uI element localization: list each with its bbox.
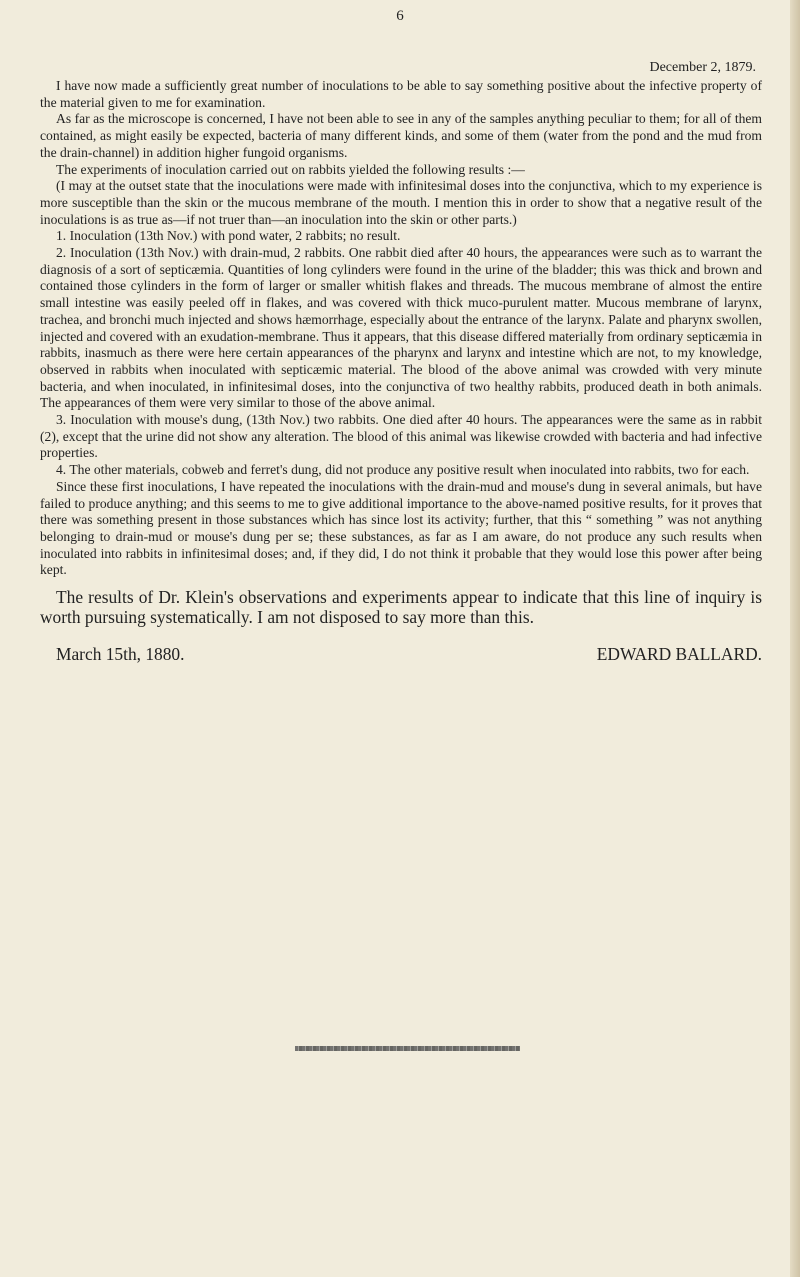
- page-edge: [790, 0, 800, 1277]
- paragraph-method-note: (I may at the outset state that the inoculations were made with infinitesimal doses into the conjunctiva, which to my experience is more susceptible than the skin or the mucous membrane of the mouth. I mention this in order to show that a negative result of the inoculations is as true as—if not truer than—an inoculation into the skin or other parts.): [40, 178, 762, 227]
- paragraph-intro: I have now made a sufficiently great number of inoculations to be able to say something positive about the infective property of the material given to me for examination.: [40, 78, 762, 110]
- paragraph-repeated-inoculations: Since these first inoculations, I have repeated the inoculations with the drain-mud and mouse's dung in several animals, but have failed to produce anything; and this seems to me to give additional importance to the above-named positive results, for it proves that there was something present in those substances which has since lost its activity; further, that this “ something ” was not anything belonging to drain-mud or mouse's dung per se; these substances, as far as I am aware, do not produce any such results when inoculated into rabbits in infinitesimal doses; and, if they did, I do not think it probable that they would lose this power after being kept.: [40, 478, 762, 578]
- conclusion-paragraph: The results of Dr. Klein's observations and experiments appear to indicate that this line of inquiry is worth pursuing systematically. I am not disposed to say more than this.: [40, 587, 762, 628]
- letter-date: December 2, 1879.: [649, 60, 756, 75]
- document-body: [40, 60, 762, 664]
- result-item-2: 2. Inoculation (13th Nov.) with drain-mud, 2 rabbits. One rabbit died after 40 hours, the appearances were such as to warrant the diagnosis of a sort of septicæmia. Quantities of long cylinders were found in the urine of the bladder; this was thick and brown and contained those cylinders in the form of larger or smaller whitish flakes and threads. The mucous membrane of almost the entire small intestine was easily peeled off in flakes, and was covered with thick muco-purulent matter. Mucous membrane of larynx, trachea, and bronchi much injected and shows hæmorrhage, especially about the entrance of the larynx. Palate and pharynx swollen, injected and covered with an exudation-membrane. Thus it appears, that this disease differed materially from ordinary septicæmia in rabbits, inasmuch as there were here certain appearances of the pharynx and larynx and intestine which are not, to my knowledge, observed in rabbits when inoculated with septicæmic material. The blood of the above animal was crowded with very minute bacteria, and when inoculated, in infinitesimal doses, into the conjunctiva of two healthy rabbits, produced death in both animals. The appearances of them were very similar to those of the above animal.: [40, 245, 762, 411]
- signature-name: EDWARD BALLARD.: [596, 644, 762, 665]
- paragraph-microscope: As far as the microscope is concerned, I have not been able to see in any of the samples anything peculiar to them; for all of them contained, as might easily be expected, bacteria of many different kinds, and some of them (water from the pond and the mud from the drain-channel) in addition higher fungoid organisms.: [40, 111, 762, 160]
- report-text: [40, 78, 762, 579]
- signature-date: March 15th, 1880.: [56, 644, 185, 665]
- decorative-rule: [295, 1046, 520, 1051]
- result-item-3: 3. Inoculation with mouse's dung, (13th Nov.) two rabbits. One died after 40 hours. The appearances were the same as in rabbit (2), except that the urine did not show any alteration. The blood of this animal was likewise crowded with bacteria and had infective properties.: [40, 412, 762, 461]
- result-item-1: 1. Inoculation (13th Nov.) with pond water, 2 rabbits; no result.: [56, 228, 401, 244]
- result-item-4: 4. The other materials, cobweb and ferret's dung, did not produce any positive result when inoculated into rabbits, two for each.: [56, 462, 750, 478]
- page-number: 6: [396, 8, 404, 24]
- signature-line: [40, 644, 762, 664]
- paragraph-experiments: The experiments of inoculation carried out on rabbits yielded the following results :—: [56, 161, 525, 177]
